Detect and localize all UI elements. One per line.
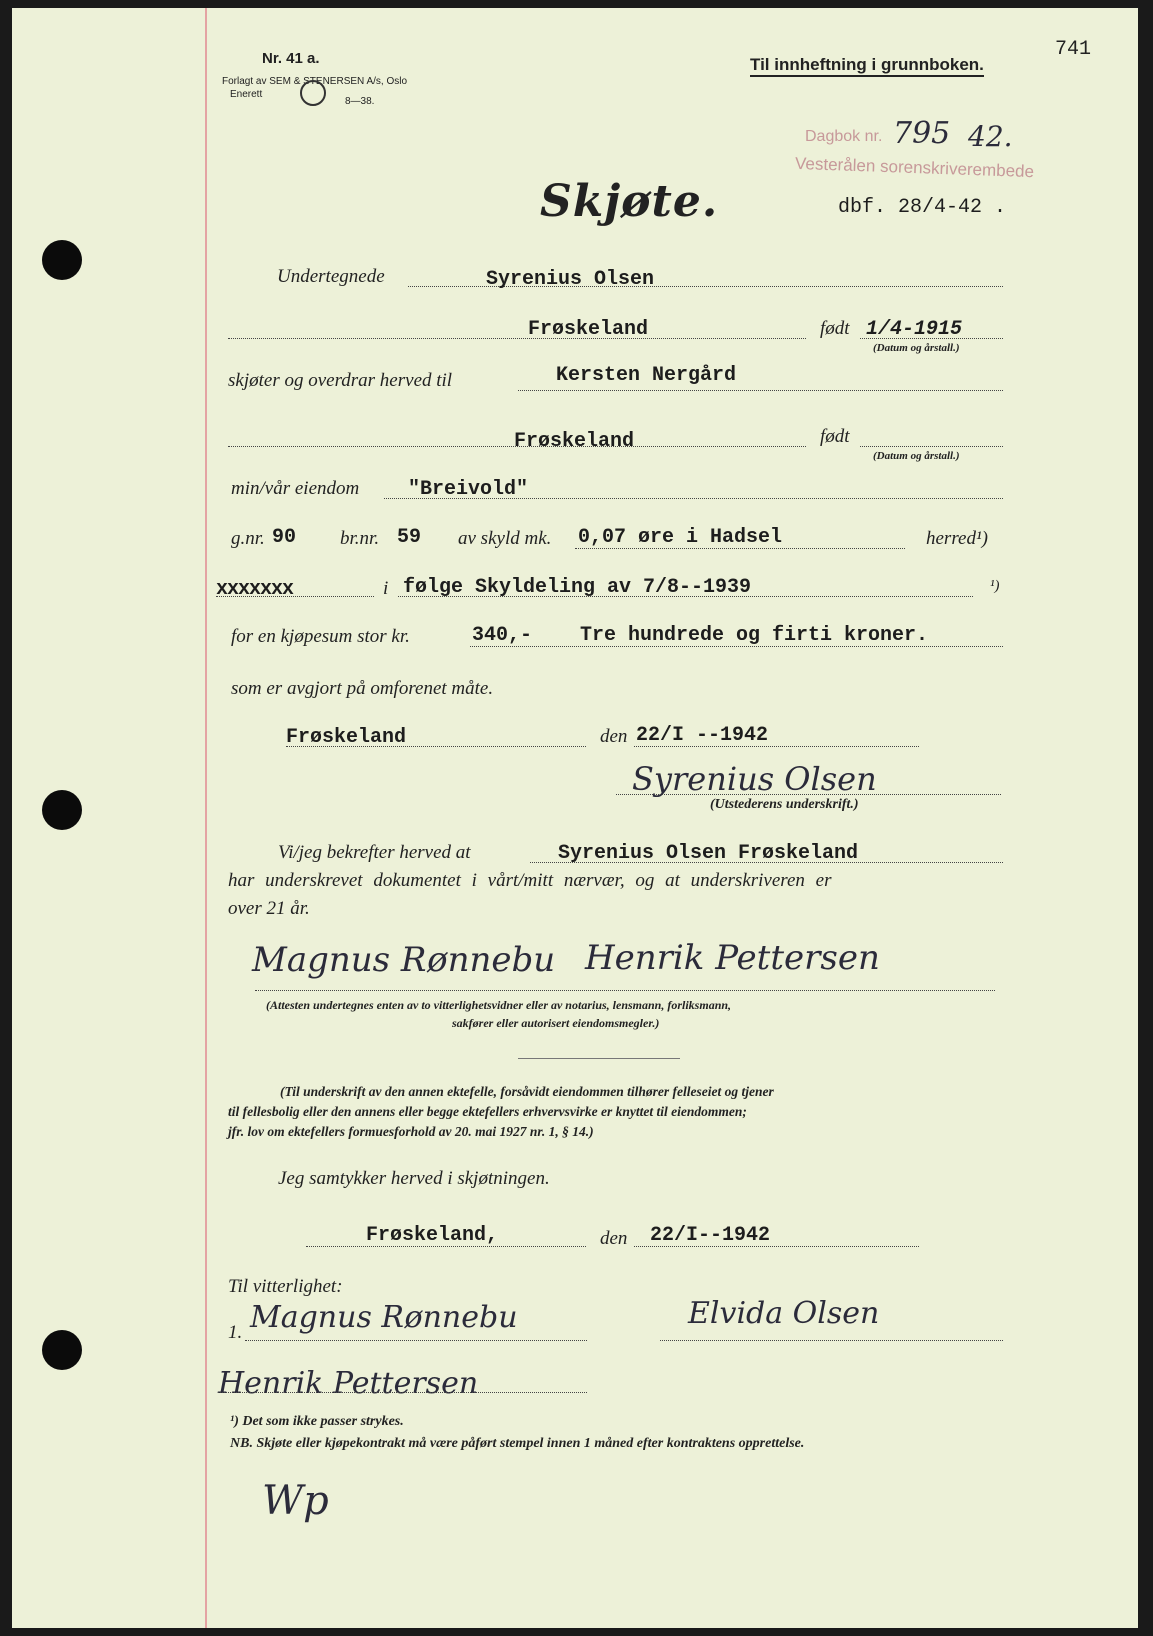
stamp-dagbok-number: 795 <box>893 116 951 151</box>
i-label: i <box>383 578 389 599</box>
seller-place-line <box>228 338 806 339</box>
den1-label: den <box>600 726 628 747</box>
vitterlighet-label: Til vitterlighet: <box>228 1276 343 1297</box>
property-label: min/vår eiendom <box>231 478 360 499</box>
dbf-reference: dbf. 28/4-42 . <box>838 196 1007 219</box>
date1: 22/I --1942 <box>636 724 769 747</box>
publisher-enerett: Enerett <box>230 89 263 100</box>
bnr-label: br.nr. <box>340 528 380 549</box>
buyer-born-label: født <box>820 426 850 447</box>
binding-instruction: Til innheftning i grunnboken. <box>750 55 984 77</box>
seller-born-label: født <box>820 318 850 339</box>
bnr-value: 59 <box>397 526 422 549</box>
vitterlighet-line-1 <box>245 1340 587 1341</box>
seller-name: Syrenius Olsen <box>486 268 655 291</box>
stamp-office: Vesterålen sorenskriverembede <box>794 153 1035 182</box>
seller-place: Frøskeland <box>528 318 649 341</box>
den2-label: den <box>600 1228 628 1249</box>
date2: 22/I--1942 <box>650 1224 771 1247</box>
punch-hole-top <box>42 240 82 280</box>
transfer-label: skjøter og overdrar herved til <box>228 370 453 391</box>
buyer-date-hint: (Datum og årstall.) <box>873 450 960 462</box>
initials: Wp <box>262 1478 329 1524</box>
skyld-label: av skyld mk. <box>458 528 552 549</box>
buyer-place: Frøskeland <box>514 430 635 453</box>
footnote-nb: NB. Skjøte eller kjøpekontrakt må være påført stempel innen 1 måned efter kontraktens opprettelse. <box>230 1436 805 1451</box>
vitterlighet-signature-1: Magnus Rønnebu <box>250 1300 518 1335</box>
publisher-line: Forlagt av SEM & STENERSEN A/s, Oslo <box>222 76 408 87</box>
stamp-dagbok-year: 42. <box>968 120 1013 153</box>
herred-label: herred¹) <box>926 528 988 549</box>
witness-signature-2: Henrik Pettersen <box>585 938 880 978</box>
gnr-label: g.nr. <box>231 528 265 549</box>
vitterlighet-signature-2: Henrik Pettersen <box>218 1366 479 1401</box>
buyer-name: Kersten Nergård <box>556 364 737 387</box>
vitterlighet-line-2 <box>218 1392 587 1393</box>
vitterlighet-n1: 1. <box>228 1322 243 1343</box>
seller-born-value: 1/4-1915 <box>866 318 963 341</box>
place1: Frøskeland <box>286 726 407 749</box>
punch-hole-bottom <box>42 1330 82 1370</box>
witness-line2: har underskrevet dokumentet i vårt/mitt nærvær, og at underskriveren er <box>228 870 832 891</box>
publisher-date: 8—38. <box>345 96 375 107</box>
folge-text: følge Skyldeling av 7/8--1939 <box>403 576 752 599</box>
price-words: Tre hundrede og firti kroner. <box>580 624 929 647</box>
spouse-note-1: (Til underskrift av den annen ektefelle, forsåvidt eiendommen tilhører felleseiet og tjener <box>280 1084 774 1099</box>
buyer-born-line <box>860 446 1003 447</box>
struck-text: xxxxxxx <box>216 578 294 601</box>
spouse-note-2: til fellesbolig eller den annens eller begge ektefellers erhvervsvirke er knyttet til eiendommen; <box>228 1104 747 1119</box>
separator-rule <box>518 1058 680 1059</box>
page-number: 741 <box>1055 38 1092 61</box>
price-amount: 340,- <box>472 624 533 647</box>
settled-text: som er avgjort på omforenet måte. <box>231 678 494 699</box>
property-name: "Breivold" <box>408 478 529 501</box>
witness-line3: over 21 år. <box>228 898 310 919</box>
spouse-signature-line <box>660 1340 1003 1341</box>
punch-hole-middle <box>42 790 82 830</box>
stamp-dagbok-label: Dagbok nr. <box>805 128 883 145</box>
place2: Frøskeland, <box>366 1224 499 1247</box>
buyer-name-line <box>518 390 1003 391</box>
seller-date-hint: (Datum og årstall.) <box>873 342 960 354</box>
spouse-note-3: jfr. lov om ektefellers formuesforhold av 20. mai 1927 nr. 1, § 14.) <box>228 1124 594 1139</box>
form-number: Nr. 41 a. <box>262 50 320 67</box>
skyld-value: 0,07 øre i Hadsel <box>578 526 783 549</box>
issuer-signature: Syrenius Olsen <box>632 760 877 798</box>
issuer-signature-line <box>616 794 1001 795</box>
witness-signature-line <box>255 990 995 991</box>
gnr-value: 90 <box>272 526 297 549</box>
document-page <box>12 8 1138 1628</box>
struck-line <box>216 596 374 597</box>
consent-text: Jeg samtykker herved i skjøtningen. <box>278 1168 550 1189</box>
witness-prefix: Vi/jeg bekrefter herved at <box>278 842 471 863</box>
witness-caption-2: sakfører eller autorisert eiendomsmegler.) <box>452 1016 660 1030</box>
spouse-signature: Elvida Olsen <box>688 1296 880 1331</box>
publisher-logo-icon <box>300 80 326 106</box>
margin-rule <box>205 8 207 1628</box>
footnote-strike: ¹) Det som ikke passer strykes. <box>230 1414 404 1429</box>
seller-label: Undertegnede <box>277 266 385 287</box>
price-label: for en kjøpesum stor kr. <box>231 626 410 647</box>
issuer-caption: (Utstederens underskrift.) <box>710 797 859 812</box>
document-title: Skjøte. <box>540 176 719 227</box>
witness-signature-1: Magnus Rønnebu <box>252 940 556 980</box>
folge-footnote-mark: ¹) <box>990 578 1000 594</box>
witness-caption-1: (Attesten undertegnes enten av to vitterlighetsvidner eller av notarius, lensmann, forliksmann, <box>266 998 732 1012</box>
witness-typed: Syrenius Olsen Frøskeland <box>558 842 859 865</box>
